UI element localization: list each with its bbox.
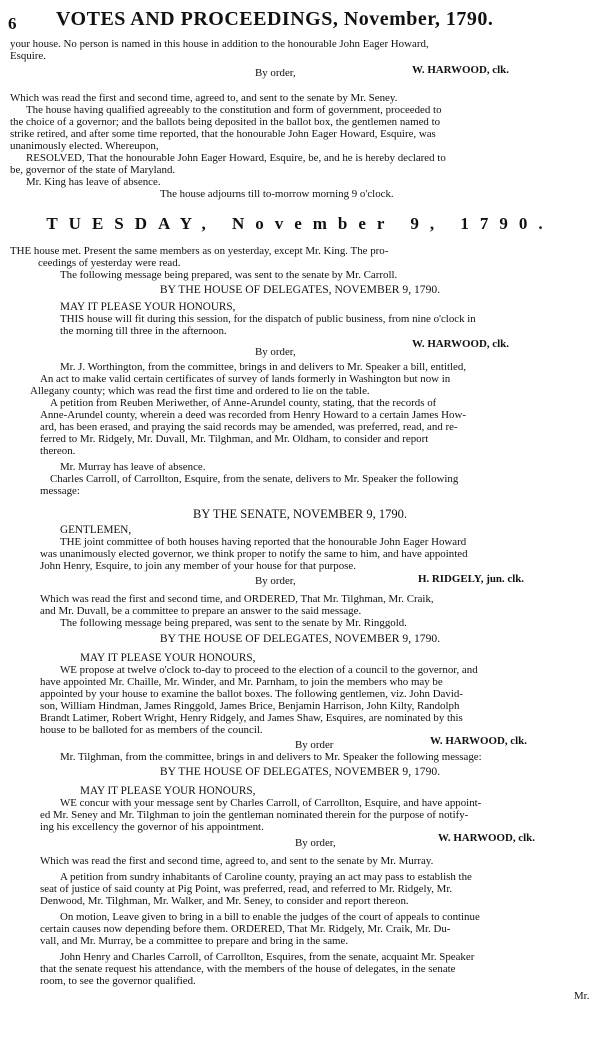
text-line: be, governor of the state of Maryland. [10, 164, 176, 176]
text-line: have appointed Mr. Chaille, Mr. Winder, and Mr. Parnham, to join the members who may be [40, 676, 443, 688]
text-line: the choice of a governor; and the ballots being deposited in the ballot box, the gentlemen named to [10, 116, 441, 128]
text-line: The following message being prepared, was sent to the senate by Mr. Ringgold. [60, 617, 407, 629]
text-line: THE house met. Present the same members as on yesterday, except Mr. King. The pro- [10, 245, 389, 257]
text-line: Anne-Arundel county, wherein a deed was recorded from Henry Howard to a certain James How- [40, 409, 466, 421]
text-line: ard, has been erased, and praying the said records may be amended, was preferred, read, and re- [40, 421, 458, 433]
text-line: Allegany county; which was read the first time and ordered to lie on the table. [30, 385, 370, 397]
text-line: WE propose at twelve o'clock to-day to proceed to the election of a council to the governor, and [60, 664, 478, 676]
by-order: By order, [255, 575, 296, 587]
text-line: thereon. [40, 445, 76, 457]
page-header [0, 0, 600, 42]
text-line: Mr. Murray has leave of absence. [60, 461, 206, 473]
text-line: Mr. King has leave of absence. [26, 176, 161, 188]
text-line: Esquire. [10, 50, 46, 62]
text-line: unanimously elected. Whereupon, [10, 140, 159, 152]
clerk-signature: W. HARWOOD, clk. [430, 735, 527, 747]
page-number: 6 [8, 14, 17, 33]
text-line: ing his excellency the governor of his appointment. [40, 821, 264, 833]
text-line: Brandt Latimer, Robert Wright, Henry Ridgely, and James Shaw, Esquires, are nominated by this [40, 712, 463, 724]
text-line: The house having qualified agreeably to the constitution and form of government, proceeded to [26, 104, 442, 116]
text-line: John Henry and Charles Carroll, of Carrollton, Esquires, from the senate, acquaint Mr. Speaker [60, 951, 475, 963]
text-line: An act to make valid certain certificates of survey of lands formerly in Washington but now in [40, 373, 451, 385]
message-heading: BY THE SENATE, NOVEMBER 9, 1790. [193, 507, 407, 521]
text-line: Denwood, Mr. Tilghman, Mr. Walker, and Mr. Seney, to consider and report thereon. [40, 895, 409, 907]
text-line: Mr. J. Worthington, from the committee, brings in and delivers to Mr. Speaker a bill, entitled, [60, 361, 467, 373]
adjournment: The house adjourns till to-morrow morning 9 o'clock. [160, 188, 394, 200]
text-line: John Henry, Esquire, to join any member of your house for that purpose. [40, 560, 356, 572]
text-line: house to be balloted for as members of the council. [40, 724, 263, 736]
text-line: Which was read the first and second time, agreed to, and sent to the senate by Mr. Seney. [10, 92, 398, 104]
day-heading: TUESDAY, November 9, 1790. [46, 214, 554, 233]
text-line: Which was read the first and second time, agreed to, and sent to the senate by Mr. Murray. [40, 855, 434, 867]
text-line: THIS house will fit during this session, for the dispatch of public business, from nine o'clock in [60, 313, 476, 325]
text-line: strike retired, and after some time reported, that the honourable John Eager Howard, Esquire, was [10, 128, 436, 140]
text-line: certain causes now depending before them. ORDERED, That Mr. Ridgely, Mr. Craik, Mr. Du- [40, 923, 451, 935]
text-line: Which was read the first and second time, and ORDERED, That Mr. Tilghman, Mr. Craik, [40, 593, 434, 605]
clerk-signature: W. HARWOOD, clk. [438, 832, 535, 844]
message-heading: BY THE HOUSE OF DELEGATES, NOVEMBER 9, 1790. [159, 765, 441, 778]
text-line: ferred to Mr. Ridgely, Mr. Duvall, Mr. Tilghman, and Mr. Oldham, to consider and report [40, 433, 429, 445]
salutation: GENTLEMEN, [60, 524, 132, 536]
salutation: MAY IT PLEASE YOUR HONOURS, [80, 785, 256, 797]
text-line: Charles Carroll, of Carrollton, Esquire, from the senate, delivers to Mr. Speaker the following [50, 473, 459, 485]
text-line: was unanimously elected governor, we think proper to notify the same to him, and have appointed [40, 548, 468, 560]
text-line: On motion, Leave given to bring in a bill to enable the judges of the court of appeals to continue [60, 911, 480, 923]
salutation: MAY IT PLEASE YOUR HONOURS, [60, 301, 236, 313]
text-line: Mr. Tilghman, from the committee, brings in and delivers to Mr. Speaker the following message: [60, 751, 482, 763]
clerk-signature: W. HARWOOD, clk. [412, 64, 509, 76]
text-line: son, William Hindman, James Ringgold, James Brice, Benjamin Harrison, John Kilty, Randolph [40, 700, 460, 712]
text-line: and Mr. Duvall, be a committee to prepare an answer to the said message. [40, 605, 362, 617]
clerk-signature: W. HARWOOD, clk. [412, 338, 509, 350]
by-order: By order, [295, 837, 336, 849]
text-line: that the senate request his attendance, with the members of the house of delegates, in the senate [40, 963, 456, 975]
text-line: vall, and Mr. Murray, be a committee to prepare and bring in the same. [40, 935, 349, 947]
resolution: RESOLVED, That the honourable John Eager Howard, Esquire, be, and he is hereby declared to [26, 152, 446, 164]
text-line: WE concur with your message sent by Charles Carroll, of Carrollton, Esquire, and have appoint- [60, 797, 482, 809]
by-order: By order [295, 739, 334, 751]
salutation: MAY IT PLEASE YOUR HONOURS, [80, 652, 256, 664]
text-line: ceedings of yesterday were read. [38, 257, 181, 269]
clerk-signature: H. RIDGELY, jun. clk. [418, 573, 525, 585]
text-line: A petition from Reuben Meriwether, of Anne-Arundel county, stating, that the records of [50, 397, 437, 409]
text-line: the morning till three in the afternoon. [60, 325, 227, 337]
message-heading: BY THE HOUSE OF DELEGATES, NOVEMBER 9, 1790. [159, 632, 441, 645]
by-order: By order, [255, 67, 296, 79]
text-line: THE joint committee of both houses having reported that the honourable John Eager Howard [60, 536, 467, 548]
text-line: The following message being prepared, was sent to the senate by Mr. Carroll. [60, 269, 398, 281]
text-line: A petition from sundry inhabitants of Caroline county, praying an act may pass to establish the [60, 871, 472, 883]
text-line: your house. No person is named in this house in addition to the honourable John Eager Howard, [10, 38, 429, 50]
running-head: VOTES AND PROCEEDINGS, November, 1790. [56, 8, 494, 30]
text-line: appointed by your house to examine the ballot boxes. The following gentlemen, viz. John David- [40, 688, 463, 700]
text-line: ed Mr. Seney and Mr. Tilghman to join the gentleman nominated therein for the purpose of notify- [40, 809, 469, 821]
catchword: Mr. [574, 990, 590, 1002]
text-line: message: [40, 485, 80, 497]
text-line: room, to see the governor qualified. [40, 975, 196, 987]
text-line: seat of justice of said county at Pig Point, was preferred, read, and referred to Mr. Ridgely, Mr. [40, 883, 453, 895]
by-order: By order, [255, 346, 296, 358]
message-heading: BY THE HOUSE OF DELEGATES, NOVEMBER 9, 1790. [159, 283, 441, 296]
